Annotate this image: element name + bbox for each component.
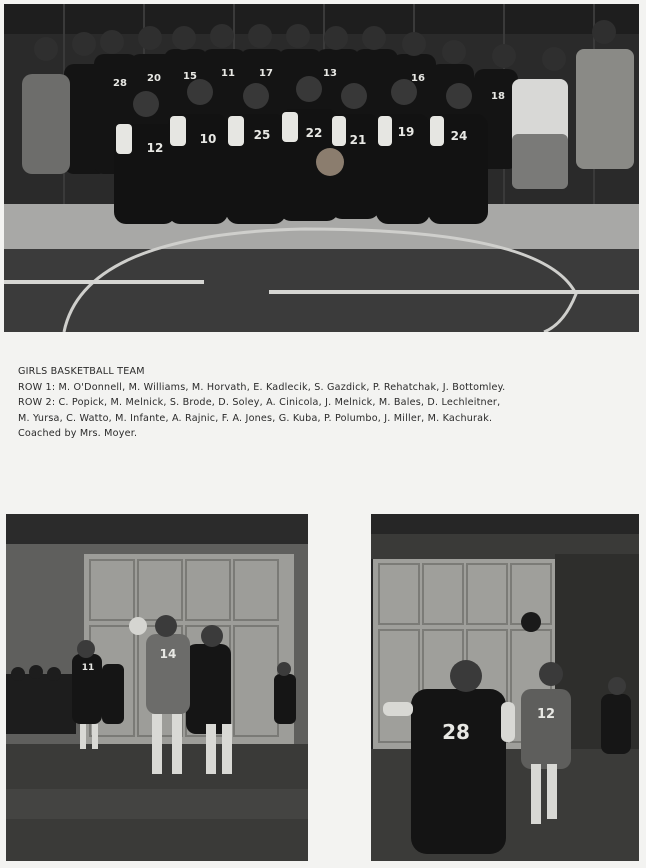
jersey-number-back-1: 28 xyxy=(113,78,127,89)
jersey-number-left-2: 11 xyxy=(81,663,95,673)
action-photo-left-graphic xyxy=(6,514,308,861)
jersey-number-front-4: 22 xyxy=(305,126,323,140)
caption-row-2-line-1: ROW 2: C. Popick, M. Melnick, S. Brode, D. Soley, A. Cinicola, J. Melnick, M. Bales, D. Lechleitner, xyxy=(18,397,501,408)
jersey-number-front-2: 10 xyxy=(199,132,217,146)
action-photo-right xyxy=(371,514,639,861)
team-caption xyxy=(18,364,628,442)
jersey-number-right-2: 12 xyxy=(536,707,556,722)
jersey-number-back-3: 15 xyxy=(183,71,197,82)
team-photo-graphic xyxy=(4,4,639,332)
caption-coach: Coached by Mrs. Moyer. xyxy=(18,428,138,439)
action-photo-right-graphic xyxy=(371,514,639,861)
jersey-number-back-5: 17 xyxy=(259,68,273,79)
caption-row-2-line-2: M. Yursa, C. Watto, M. Infante, A. Rajnic, F. A. Jones, G. Kuba, P. Polumbo, J. Miller, M. Kachurak. xyxy=(18,412,493,424)
jersey-number-back-2: 20 xyxy=(147,73,161,84)
jersey-number-back-4: 11 xyxy=(221,68,235,79)
jersey-number-left-1: 14 xyxy=(159,647,177,661)
jersey-number-front-6: 19 xyxy=(397,125,415,139)
jersey-number-front-1: 12 xyxy=(146,141,164,155)
jersey-number-back-8: 18 xyxy=(491,91,505,102)
jersey-number-back-6: 13 xyxy=(323,68,337,79)
caption-title: GIRLS BASKETBALL TEAM xyxy=(18,366,145,377)
action-photo-left xyxy=(6,514,308,861)
jersey-number-front-3: 25 xyxy=(253,128,271,142)
caption-row-1: ROW 1: M. O'Donnell, M. Williams, M. Horvath, E. Kadlecik, S. Gazdick, P. Rehatchak, J. Bottomley. xyxy=(18,381,506,393)
jersey-number-front-7: 24 xyxy=(450,129,468,143)
jersey-number-right-1: 28 xyxy=(442,720,470,744)
jersey-number-front-5: 21 xyxy=(349,133,367,147)
team-photo xyxy=(4,4,639,332)
jersey-number-back-7: 16 xyxy=(411,73,425,84)
